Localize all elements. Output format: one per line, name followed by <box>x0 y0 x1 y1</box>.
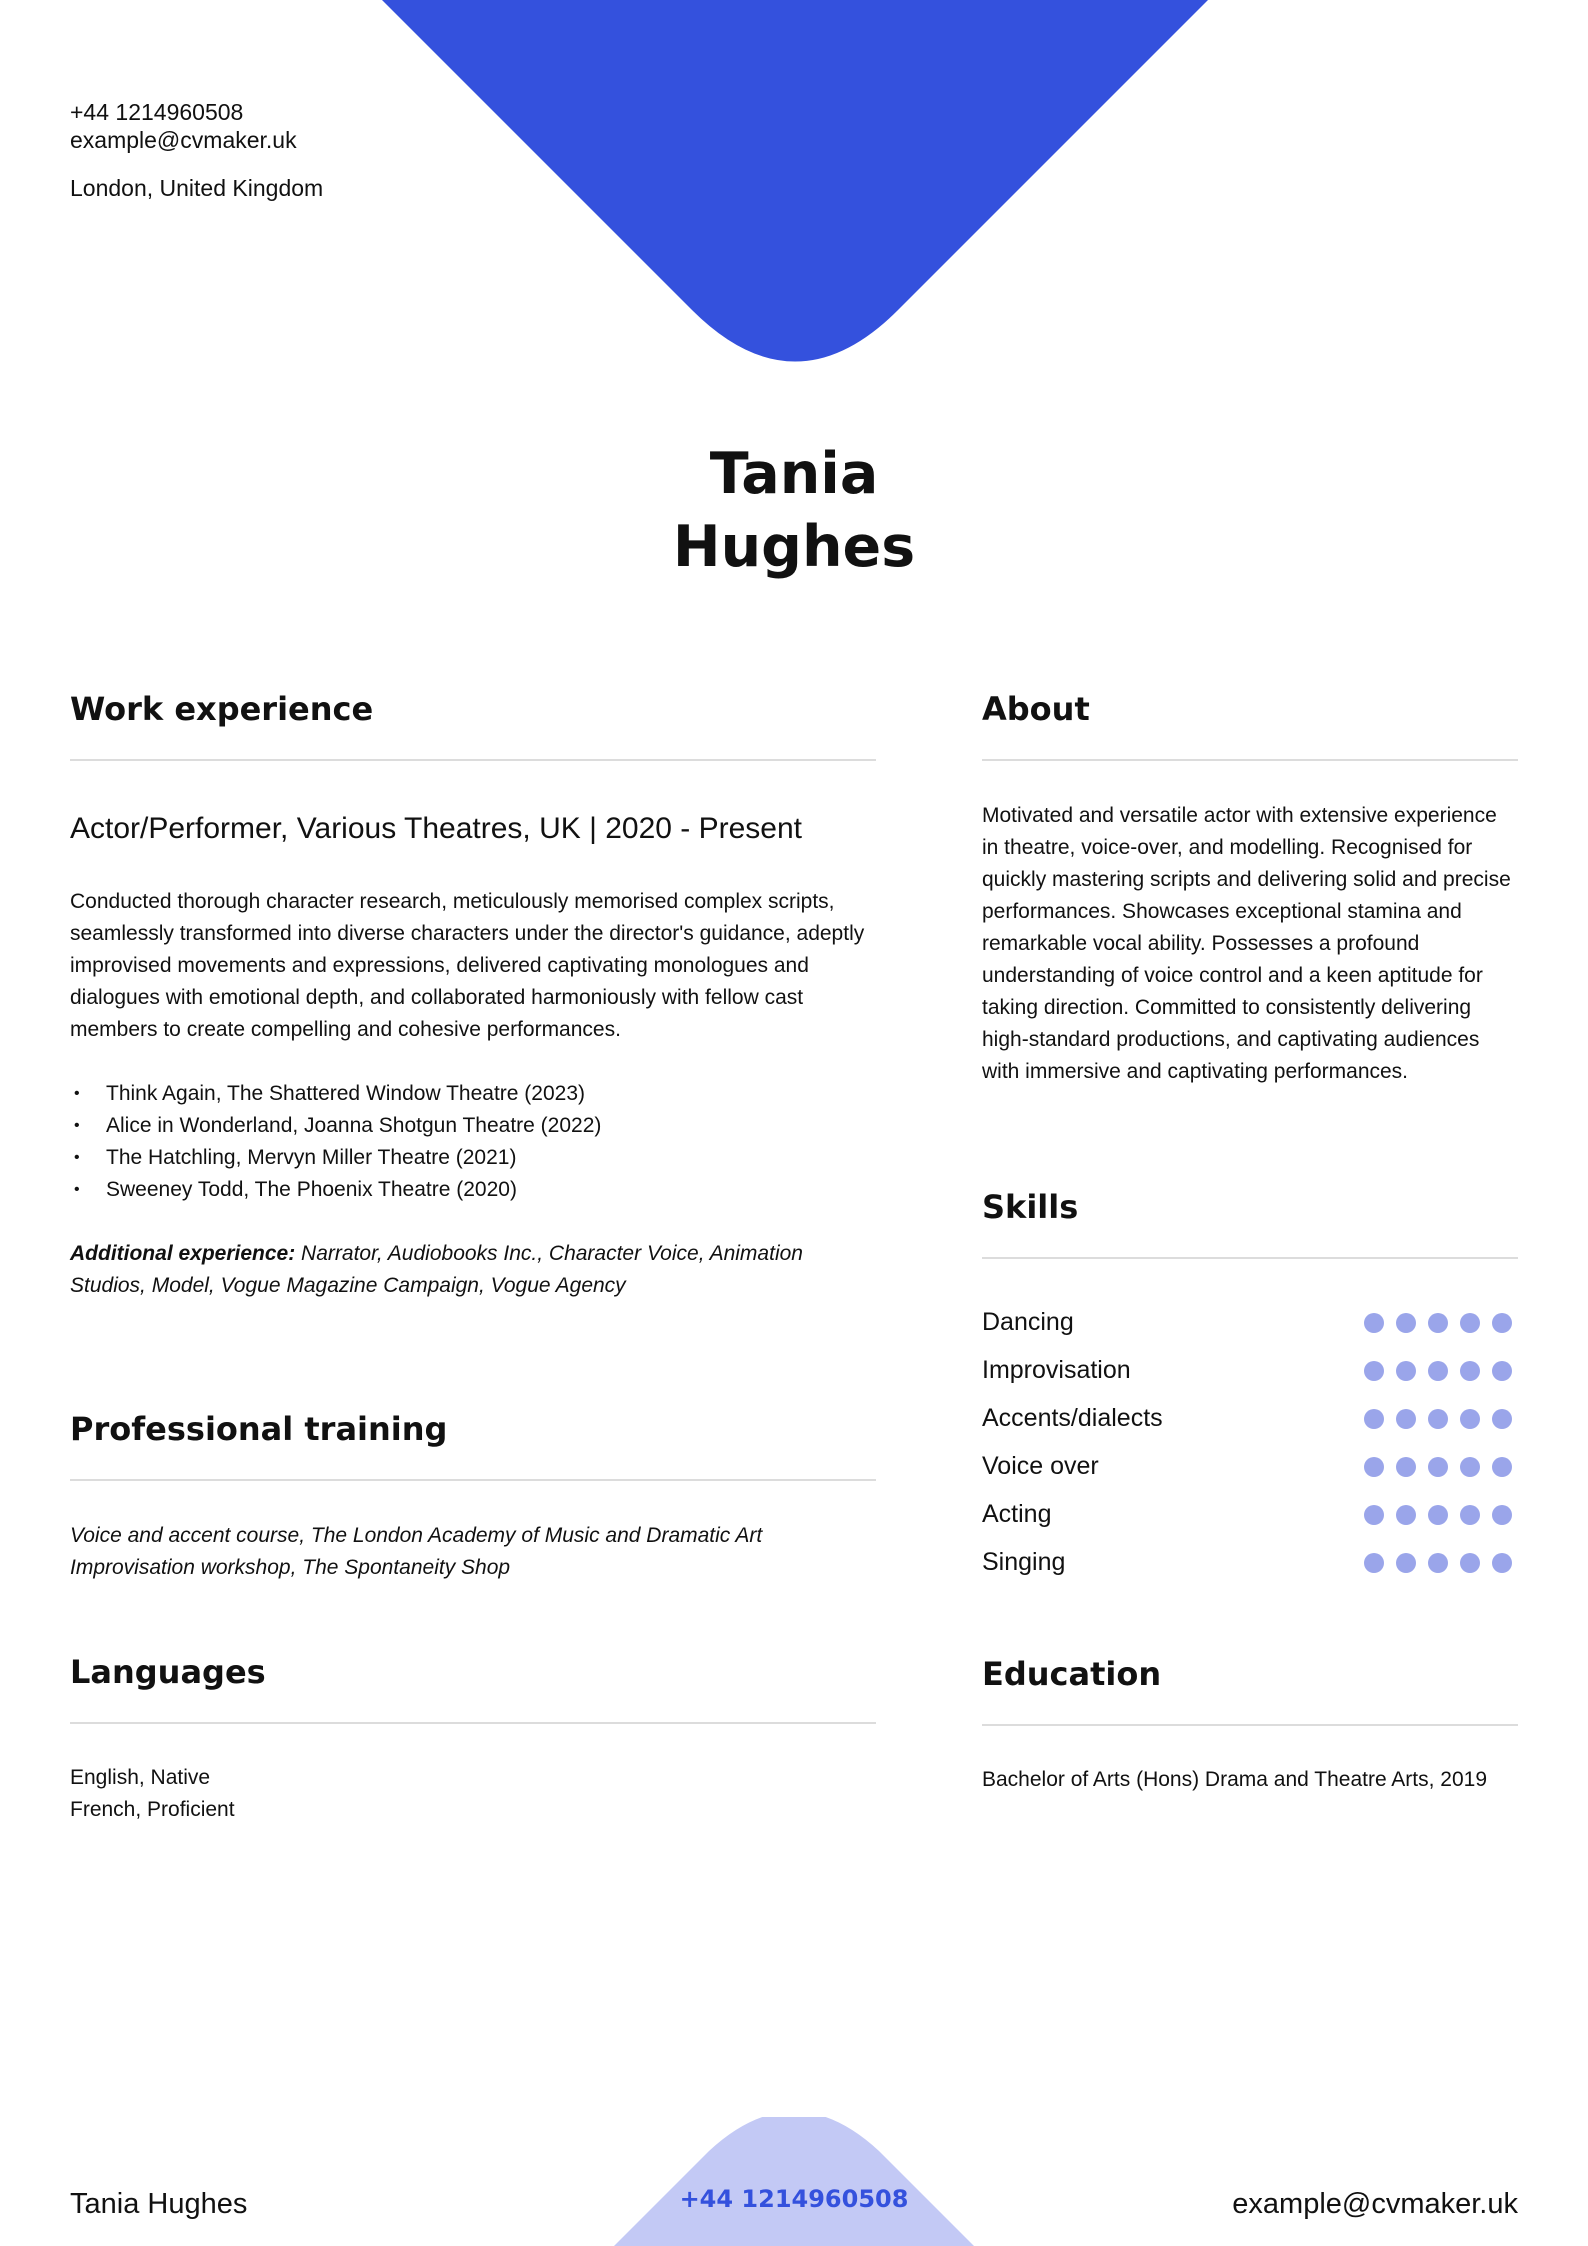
contact-phone: +44 1214960508 <box>70 99 244 125</box>
skill-level-dot <box>1428 1313 1448 1333</box>
skill-level-dot <box>1364 1553 1384 1573</box>
footer-chevron-shape <box>614 2117 974 2246</box>
skill-level-dot <box>1460 1505 1480 1525</box>
last-name: Hughes <box>672 514 916 580</box>
list-item: • Alice in Wonderland, Joanna Shotgun Theatre (2022) <box>70 1110 876 1142</box>
skill-level-dots <box>1364 1409 1512 1429</box>
skill-level-dot <box>1396 1409 1416 1429</box>
skills-list <box>982 1302 1518 1590</box>
footer-phone: +44 1214960508 <box>679 2185 909 2213</box>
skill-level-dot <box>1492 1457 1512 1477</box>
skill-level-dot <box>1492 1313 1512 1333</box>
contact-block <box>70 98 323 202</box>
footer-email: example@cvmaker.uk <box>1232 2188 1518 2220</box>
list-item: • Think Again, The Shattered Window Theatre (2023) <box>70 1078 876 1110</box>
skill-level-dot <box>1364 1361 1384 1381</box>
skill-level-dot <box>1396 1505 1416 1525</box>
skill-level-dots <box>1364 1553 1512 1573</box>
skill-level-dot <box>1396 1457 1416 1477</box>
skill-level-dot <box>1364 1505 1384 1525</box>
skill-level-dot <box>1396 1313 1416 1333</box>
skill-level-dot <box>1396 1361 1416 1381</box>
skill-row <box>982 1398 1518 1446</box>
skill-level-dots <box>1364 1313 1512 1333</box>
contact-location: London, United Kingdom <box>70 175 324 201</box>
divider <box>982 759 1518 761</box>
language-item: English, Native <box>70 1766 211 1789</box>
skill-level-dots <box>1364 1361 1512 1381</box>
skill-level-dot <box>1428 1553 1448 1573</box>
skill-level-dot <box>1428 1361 1448 1381</box>
divider <box>70 759 876 761</box>
job-title: Actor/Performer, Various Theatres, UK | 2020 - Present <box>70 812 802 845</box>
skill-level-dot <box>1460 1361 1480 1381</box>
footer-name: Tania Hughes <box>70 2188 248 2220</box>
skill-row <box>982 1350 1518 1398</box>
productions-list <box>70 1078 876 1206</box>
about-text: Motivated and versatile actor with extensive experience in theatre, voice-over, and modelling. Recognised for quickly mastering scripts and delivering solid and precise performances. Showcases exceptional stamina and remarkable vocal ability. Possesses a profound understanding of voice control and a keen aptitude for taking direction. Committed to consistently delivering high-standard productions, and captivating audiences with immersive and captivating performances. <box>982 804 1511 1083</box>
skill-name: Dancing <box>982 1308 1074 1336</box>
skill-level-dot <box>1460 1457 1480 1477</box>
skill-row <box>982 1542 1518 1590</box>
skill-name: Voice over <box>982 1452 1099 1480</box>
list-item: • The Hatchling, Mervyn Miller Theatre (2021) <box>70 1142 876 1174</box>
skill-level-dot <box>1460 1553 1480 1573</box>
divider <box>982 1724 1518 1726</box>
training-item: Voice and accent course, The London Academy of Music and Dramatic Art <box>70 1524 763 1547</box>
divider <box>70 1722 876 1724</box>
first-name: Tania <box>709 441 879 507</box>
education-text: Bachelor of Arts (Hons) Drama and Theatre Arts, 2019 <box>982 1768 1488 1791</box>
additional-experience <box>70 1238 876 1302</box>
languages-heading: Languages <box>70 1653 266 1691</box>
additional-experience-label: Additional experience: <box>70 1242 296 1265</box>
additional-experience-text: Narrator, Audiobooks Inc., Character Voice, Animation Studios, Model, Vogue Magazine Campaign, Vogue Agency <box>70 1242 803 1297</box>
skill-level-dot <box>1460 1409 1480 1429</box>
contact-email: example@cvmaker.uk <box>70 127 297 153</box>
skill-name: Improvisation <box>982 1356 1131 1384</box>
training-item: Improvisation workshop, The Spontaneity Shop <box>70 1556 511 1579</box>
skill-level-dot <box>1428 1505 1448 1525</box>
skill-name: Singing <box>982 1548 1066 1576</box>
skill-level-dot <box>1460 1313 1480 1333</box>
skill-name: Accents/dialects <box>982 1404 1163 1432</box>
skill-level-dot <box>1492 1409 1512 1429</box>
skill-level-dot <box>1428 1457 1448 1477</box>
divider <box>982 1257 1518 1259</box>
language-item: French, Proficient <box>70 1798 235 1821</box>
skill-level-dot <box>1492 1505 1512 1525</box>
skill-row <box>982 1302 1518 1350</box>
skill-level-dot <box>1364 1457 1384 1477</box>
professional-training-heading: Professional training <box>70 1410 448 1448</box>
skill-name: Acting <box>982 1500 1052 1528</box>
skill-level-dot <box>1396 1553 1416 1573</box>
skills-heading: Skills <box>982 1188 1079 1226</box>
about-heading: About <box>982 690 1090 728</box>
skill-row <box>982 1494 1518 1542</box>
candidate-name <box>0 438 1588 584</box>
skill-level-dot <box>1364 1313 1384 1333</box>
skill-level-dots <box>1364 1457 1512 1477</box>
work-experience-heading: Work experience <box>70 690 374 728</box>
list-item: • Sweeney Todd, The Phoenix Theatre (2020) <box>70 1174 876 1206</box>
languages-list <box>70 1762 876 1826</box>
job-description: Conducted thorough character research, meticulously memorised complex scripts, seamlessly transformed into diverse characters under the director's guidance, adeptly improvised movements and expressions, delivered captivating monologues and dialogues with emotional depth, and collaborated harmoniously with fellow cast members to create compelling and cohesive performances. <box>70 890 865 1041</box>
skill-level-dot <box>1428 1409 1448 1429</box>
skill-level-dot <box>1364 1409 1384 1429</box>
training-list <box>70 1520 876 1584</box>
skill-level-dots <box>1364 1505 1512 1525</box>
skill-level-dot <box>1492 1553 1512 1573</box>
divider <box>70 1479 876 1481</box>
skill-level-dot <box>1492 1361 1512 1381</box>
skill-row <box>982 1446 1518 1494</box>
education-heading: Education <box>982 1655 1162 1693</box>
